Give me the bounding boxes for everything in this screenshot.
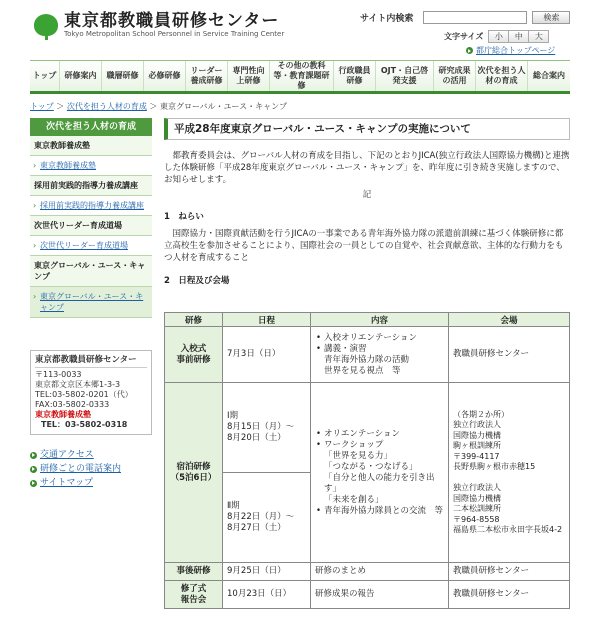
font-size-small-button[interactable]: 小 bbox=[488, 30, 509, 43]
contact-address: 東京都文京区本郷1-3-3 bbox=[35, 380, 121, 389]
phone-guide-link[interactable]: 研修ごとの電話案内 bbox=[30, 462, 152, 476]
sidebar-subitem[interactable]: › 東京教師養成塾 bbox=[30, 156, 152, 176]
nav-admin-staff[interactable]: 行政職員研修 bbox=[334, 61, 376, 91]
nav-next-generation[interactable]: 次代を担う人材の育成 bbox=[476, 61, 528, 91]
sidebar-subitem[interactable]: › 採用前実践的指導力養成講座 bbox=[30, 196, 152, 216]
contact-tel: TEL:03-5802-0201（代） bbox=[35, 390, 133, 399]
training-name: 事後研修 bbox=[165, 563, 223, 581]
sidebar-subitem-active[interactable]: › 東京グローバル・ユース・キャンプ bbox=[30, 287, 152, 318]
sidebar-category[interactable]: 採用前実践的指導力養成講座 bbox=[30, 176, 152, 196]
nav-other-subjects[interactable]: その他の教科等・教育課題研修 bbox=[270, 61, 334, 91]
font-size-label: 文字サイズ bbox=[444, 32, 484, 41]
side-links bbox=[30, 448, 152, 490]
breadcrumb-parent[interactable]: 次代を担う人材の育成 bbox=[66, 102, 147, 111]
metro-top-link[interactable] bbox=[466, 45, 555, 56]
training-content: 研修のまとめ bbox=[311, 563, 449, 581]
breadcrumb: トップ ＞ 次代を担う人材の育成 ＞ 東京グローバル・ユース・キャンプ bbox=[30, 102, 288, 111]
sidebar-category[interactable]: 東京グローバル・ユース・キャンプ bbox=[30, 256, 152, 287]
logo-title: 東京都教職員研修センター bbox=[64, 11, 280, 31]
juku-tel: TEL：03-5802-0318 bbox=[41, 420, 128, 429]
metro-top-link-text[interactable]: 都庁総合トップページ bbox=[476, 46, 556, 55]
training-content: • 入校オリエンテーション • 講義・演習 青年海外協力隊の活動 世界を見る視点 等 bbox=[311, 327, 449, 383]
table-header-row bbox=[165, 313, 570, 327]
training-date: 9月25日（日） bbox=[223, 563, 311, 581]
training-venue: （各期２か所） 独立行政法人 国際協力機構 駒ヶ根訓練所 〒399-4117 長野県駒ヶ根市赤穂15 独立行政法人 国際協力機構 二本松訓練所 〒964-8558 福島県二本松市永田字長坂4-2 bbox=[449, 383, 570, 563]
training-content: • オリエンテーション • ワークショップ 「世界を見る力」 「つながる・つなげる」 「自分と他人の能力を引き出す」 「未来を創る」 • 青年海外協力隊員との交流 等 bbox=[311, 383, 449, 563]
nav-specialty-training[interactable]: 専門性向上研修 bbox=[228, 61, 270, 91]
training-name: 宿泊研修 （5泊6日） bbox=[165, 383, 223, 563]
site-search bbox=[360, 11, 570, 24]
schedule-table bbox=[164, 312, 570, 609]
sidebar-category[interactable]: 次世代リーダー育成道場 bbox=[30, 216, 152, 236]
ki-mark: 記 bbox=[362, 190, 372, 200]
training-venue: 教職員研修センター bbox=[449, 327, 570, 383]
breadcrumb-home[interactable]: トップ bbox=[30, 102, 54, 111]
global-nav bbox=[30, 60, 570, 94]
training-venue: 教職員研修センター bbox=[449, 581, 570, 609]
table-row bbox=[165, 581, 570, 609]
nav-leader-training[interactable]: リーダー養成研修 bbox=[186, 61, 228, 91]
arrow-right-icon bbox=[466, 47, 473, 54]
table-row bbox=[165, 383, 570, 473]
page-title: 平成28年度東京グローバル・ユース・キャンプの実施について bbox=[164, 118, 570, 140]
juku-name: 東京教師養成塾 bbox=[35, 410, 91, 419]
nav-ojt[interactable]: OJT・自己啓発支援 bbox=[376, 61, 434, 91]
font-size-large-button[interactable]: 大 bbox=[528, 30, 549, 43]
ginkgo-logo-icon bbox=[34, 14, 58, 38]
intro-paragraph: 都教育委員会は、グローバル人材の育成を目指し、下記のとおりJICA(独立行政法人国際協力機構)と連携した体験研修「平成28年度東京グローバル・ユース・キャンプ」を、昨年度に引き続き実施しますので、お知らせします。 bbox=[164, 151, 570, 185]
arrow-right-icon bbox=[30, 452, 37, 459]
access-link[interactable]: 交通アクセス bbox=[30, 448, 152, 462]
nav-top[interactable]: トップ bbox=[30, 61, 60, 91]
nav-research[interactable]: 研究成果の活用 bbox=[434, 61, 476, 91]
nav-rank-training[interactable]: 職層研修 bbox=[102, 61, 144, 91]
search-input[interactable] bbox=[423, 11, 527, 24]
breadcrumb-current: 東京グローバル・ユース・キャンプ bbox=[159, 102, 288, 111]
nav-training-guide[interactable]: 研修案内 bbox=[60, 61, 102, 91]
font-size-switcher bbox=[444, 30, 549, 43]
site-logo[interactable] bbox=[34, 12, 284, 39]
arrow-right-icon bbox=[30, 466, 37, 473]
col-header-training: 研修 bbox=[165, 313, 223, 327]
nav-required-training[interactable]: 必修研修 bbox=[144, 61, 186, 91]
training-venue: 教職員研修センター bbox=[449, 563, 570, 581]
sidebar-heading: 次代を担う人材の育成 bbox=[30, 118, 152, 136]
training-name: 入校式 事前研修 bbox=[165, 327, 223, 383]
table-row bbox=[165, 327, 570, 383]
col-header-date: 日程 bbox=[223, 313, 311, 327]
sidebar-category[interactable]: 東京教師養成塾 bbox=[30, 136, 152, 156]
sidebar bbox=[30, 118, 152, 318]
contact-fax: FAX:03-5802-0333 bbox=[35, 400, 110, 409]
col-header-venue: 会場 bbox=[449, 313, 570, 327]
logo-subtitle: Tokyo Metropolitan School Personnel in Service Training Center bbox=[64, 30, 285, 38]
section-aim-body: 国際協力・国際貢献活動を行うJICAの一事業である青年海外協力隊の派遣前訓練に基づく体験研修に都立高校生を参加させることにより、国際社会の一員としての自覚や、社会貢献意欲、主体的な行動力をもつ人材を育成すること bbox=[164, 229, 564, 263]
main-content bbox=[164, 118, 570, 605]
header bbox=[0, 0, 600, 60]
arrow-right-icon bbox=[30, 480, 37, 487]
training-name: 修了式 報告会 bbox=[165, 581, 223, 609]
training-date: 10月23日（日） bbox=[223, 581, 311, 609]
training-content: 研修成果の報告 bbox=[311, 581, 449, 609]
contact-postal: 〒113-0033 bbox=[35, 370, 82, 379]
col-header-content: 内容 bbox=[311, 313, 449, 327]
contact-name: 東京都教職員研修センター bbox=[35, 355, 147, 368]
nav-general-info[interactable]: 総合案内 bbox=[533, 71, 565, 80]
training-date: Ⅰ期 8月15日（月）～ 8月20日（土） bbox=[223, 383, 311, 473]
training-date: 7月3日（日） bbox=[223, 327, 311, 383]
search-button[interactable]: 検索 bbox=[532, 11, 570, 24]
contact-box bbox=[30, 350, 152, 435]
section-aim-heading: 1 ねらい bbox=[164, 212, 204, 222]
sidebar-subitem[interactable]: › 次世代リーダー育成道場 bbox=[30, 236, 152, 256]
search-label: サイト内検索 bbox=[360, 14, 414, 24]
sitemap-link[interactable]: サイトマップ bbox=[30, 476, 152, 490]
section-schedule-heading: 2 日程及び会場 bbox=[164, 276, 230, 286]
font-size-medium-button[interactable]: 中 bbox=[508, 30, 529, 43]
training-date: Ⅱ期 8月22日（月）～ 8月27日（土） bbox=[223, 473, 311, 563]
table-row bbox=[165, 563, 570, 581]
